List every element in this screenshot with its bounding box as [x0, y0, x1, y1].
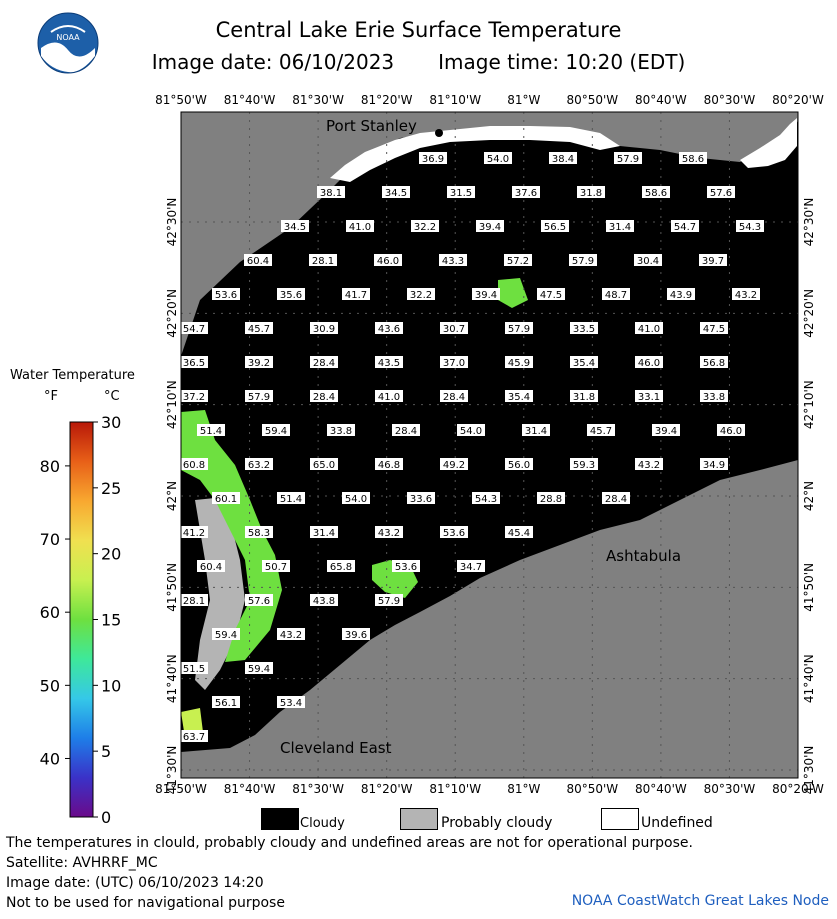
temp-reading: 48.7 [604, 290, 628, 301]
temp-reading: 43.2 [377, 528, 401, 539]
port-stanley-marker [435, 129, 443, 137]
temp-reading: 57.6 [709, 188, 733, 199]
lat-tick-label-right: 42°20'N [802, 288, 816, 338]
lon-tick-label-top: 80°20'W [772, 93, 824, 107]
lake-erie-map [180, 112, 798, 778]
lon-tick-label-bottom: 80°40'W [635, 782, 687, 796]
temp-reading: 59.3 [572, 460, 596, 471]
temp-reading: 54.0 [459, 426, 483, 437]
temp-reading: 54.7 [673, 222, 697, 233]
lon-tick-label-bottom: 81°30'W [292, 782, 344, 796]
key-cloudy-label: Cloudy [300, 816, 345, 831]
temp-reading: 33.5 [572, 324, 596, 335]
legend-f-label: 40 [39, 749, 60, 769]
footer-utc-date: Image date: (UTC) 06/10/2023 14:20 [6, 875, 264, 891]
temp-reading: 36.9 [421, 154, 445, 165]
temp-reading: 30.7 [442, 324, 466, 335]
lon-tick-label-top: 80°50'W [566, 93, 619, 107]
lon-tick-label-top: 81°20'W [360, 93, 413, 107]
legend-color-bar [70, 422, 93, 817]
temp-reading: 36.5 [182, 358, 206, 369]
temp-reading: 37.2 [182, 392, 206, 403]
temp-reading: 31.4 [312, 528, 336, 539]
temp-reading: 28.1 [182, 596, 206, 607]
temp-reading: 59.4 [247, 664, 271, 675]
lon-tick-label-top: 80°30'W [703, 93, 756, 107]
temp-reading: 39.4 [654, 426, 678, 437]
lat-tick-label-left: 41°40'N [165, 654, 179, 704]
temp-reading: 28.4 [312, 358, 336, 369]
key-undefined-label: Undefined [641, 815, 713, 831]
legend-c-label: 15 [101, 610, 122, 630]
temp-reading: 46.0 [719, 426, 743, 437]
temp-reading: 46.8 [377, 460, 401, 471]
temp-reading: 41.0 [377, 392, 401, 403]
temp-reading: 45.7 [247, 324, 271, 335]
lon-tick-label-top: 81°50'W [155, 93, 207, 107]
lat-tick-label-right: 42°10'N [802, 380, 816, 430]
temp-reading: 51.5 [182, 664, 206, 675]
legend-f-label: 80 [39, 456, 60, 476]
temp-reading: 28.1 [311, 256, 335, 267]
temp-reading: 34.5 [384, 188, 408, 199]
lon-tick-label-bottom: 81°10'W [429, 782, 482, 796]
temp-reading: 49.2 [442, 460, 466, 471]
temp-reading: 43.6 [377, 324, 401, 335]
temp-reading: 57.9 [507, 324, 531, 335]
temp-reading: 57.9 [571, 256, 595, 267]
temp-reading: 51.4 [199, 426, 223, 437]
temp-reading: 57.6 [247, 596, 271, 607]
temp-reading: 63.2 [247, 460, 271, 471]
temp-reading: 43.5 [377, 358, 401, 369]
temp-reading: 34.5 [283, 222, 307, 233]
legend-title: Water Temperature [10, 368, 135, 383]
temp-reading: 33.8 [329, 426, 353, 437]
temp-reading: 43.2 [279, 630, 303, 641]
image-time: Image time: 10:20 (EDT) [438, 50, 686, 74]
temp-reading: 28.4 [312, 392, 336, 403]
temp-reading: 58.6 [681, 154, 705, 165]
temp-reading: 60.4 [199, 562, 223, 573]
lon-tick-label-top: 81°40'W [223, 93, 276, 107]
temp-reading: 31.8 [579, 188, 603, 199]
temp-reading: 35.4 [572, 358, 596, 369]
temp-reading: 31.8 [572, 392, 596, 403]
temp-reading: 54.3 [738, 222, 762, 233]
temp-reading: 53.4 [279, 698, 303, 709]
lon-axis-bottom [155, 782, 824, 796]
temp-reading: 32.2 [413, 222, 437, 233]
temp-reading: 45.4 [507, 528, 531, 539]
temp-reading: 53.6 [394, 562, 418, 573]
temp-reading: 41.0 [348, 222, 372, 233]
temp-reading: 58.6 [644, 188, 668, 199]
temp-reading: 54.0 [344, 494, 368, 505]
temp-reading: 50.7 [264, 562, 288, 573]
temp-reading: 46.0 [376, 256, 400, 267]
temp-reading: 59.4 [214, 630, 238, 641]
footer-note: The temperatures in clould, probably cloudy and undefined areas are not for operational purpose. [6, 835, 693, 851]
temp-reading: 65.8 [329, 562, 353, 573]
temp-reading: 32.2 [409, 290, 433, 301]
legend-f-label: 60 [39, 603, 60, 623]
temp-reading: 59.4 [264, 426, 288, 437]
temp-reading: 65.0 [312, 460, 336, 471]
temp-reading: 46.0 [637, 358, 661, 369]
legend-c-label: 0 [101, 808, 112, 827]
lon-tick-label-bottom: 80°30'W [703, 782, 756, 796]
legend-c-label: 20 [101, 544, 122, 564]
key-probably-cloudy-swatch [400, 808, 438, 830]
temp-reading: 41.0 [637, 324, 661, 335]
lat-tick-label-right: 42°30'N [802, 197, 816, 247]
legend-f-label: 70 [39, 530, 60, 550]
lon-tick-label-bottom: 81°40'W [223, 782, 276, 796]
lat-tick-label-left: 42°20'N [165, 288, 179, 338]
lon-tick-label-bottom: 81°50'W [155, 782, 207, 796]
temp-reading: 56.0 [507, 460, 531, 471]
temp-reading: 58.3 [247, 528, 271, 539]
temp-reading: 53.6 [442, 528, 466, 539]
temp-reading: 47.5 [539, 290, 563, 301]
key-probably-cloudy-label: Probably cloudy [441, 815, 553, 831]
temp-reading: 33.1 [637, 392, 661, 403]
place-label-port-stanley: Port Stanley [326, 117, 417, 135]
lon-axis-top [155, 93, 824, 107]
temp-reading: 43.2 [734, 290, 758, 301]
legend-c-label: 30 [101, 413, 122, 432]
footer-nav-warning: Not to be used for navigational purpose [6, 895, 285, 911]
temp-reading: 56.5 [543, 222, 567, 233]
temp-reading: 37.0 [442, 358, 466, 369]
image-date: Image date: 06/10/2023 [151, 50, 395, 74]
temp-reading: 39.6 [344, 630, 368, 641]
lon-tick-label-bottom: 81°20'W [360, 782, 413, 796]
temp-reading: 39.4 [474, 290, 498, 301]
temp-reading: 35.6 [279, 290, 303, 301]
lat-tick-label-right: 41°40'N [802, 654, 816, 704]
temp-reading: 57.9 [377, 596, 401, 607]
lon-tick-label-bottom: 80°50'W [566, 782, 619, 796]
lat-tick-label-left: 42°10'N [165, 380, 179, 430]
lon-tick-label-top: 81°10'W [429, 93, 482, 107]
key-cloudy-swatch [261, 808, 299, 830]
temp-reading: 60.1 [214, 494, 238, 505]
temp-reading: 31.5 [449, 188, 473, 199]
temp-reading: 38.1 [319, 188, 343, 199]
temp-reading: 34.7 [459, 562, 483, 573]
legend-c-label: 5 [101, 742, 112, 762]
temp-reading: 57.2 [506, 256, 530, 267]
temp-reading: 30.9 [312, 324, 336, 335]
lat-tick-label-right: 42°N [802, 480, 816, 512]
temp-reading: 60.8 [182, 460, 206, 471]
temp-reading: 39.2 [247, 358, 271, 369]
temp-reading: 56.1 [214, 698, 238, 709]
temp-reading: 43.2 [637, 460, 661, 471]
legend-f-label: 50 [39, 676, 60, 696]
temp-reading: 57.9 [616, 154, 640, 165]
temp-reading: 57.9 [247, 392, 271, 403]
lon-tick-label-top: 80°40'W [635, 93, 687, 107]
temp-reading: 51.4 [279, 494, 303, 505]
key-undefined-swatch [601, 808, 639, 830]
legend-unit-c: °C [104, 389, 120, 404]
temp-reading: 35.4 [507, 392, 531, 403]
footer-credit: NOAA CoastWatch Great Lakes Node [571, 893, 829, 909]
temp-reading: 43.3 [441, 256, 465, 267]
temp-reading: 30.4 [636, 256, 660, 267]
lat-tick-label-left: 41°30'N [165, 745, 179, 795]
temp-reading: 60.4 [246, 256, 270, 267]
temp-reading: 54.7 [182, 324, 206, 335]
temp-reading: 31.4 [524, 426, 548, 437]
temp-reading: 28.8 [539, 494, 563, 505]
lat-tick-label-left: 41°50'N [165, 562, 179, 612]
temp-reading: 56.8 [702, 358, 726, 369]
lat-axis-left [165, 198, 179, 795]
lon-tick-label-top: 81°30'W [292, 93, 344, 107]
lat-tick-label-left: 42°30'N [165, 197, 179, 247]
temp-reading: 43.9 [669, 290, 693, 301]
footer-satellite: Satellite: AVHRRF_MC [6, 855, 158, 871]
temp-reading: 33.6 [409, 494, 433, 505]
lat-axis-right [802, 198, 816, 795]
lat-tick-label-right: 41°50'N [802, 562, 816, 612]
lon-tick-label-bottom: 81°W [507, 782, 541, 796]
temp-reading: 53.6 [214, 290, 238, 301]
place-label-cleveland-east: Cleveland East [280, 739, 392, 757]
temp-reading: 41.7 [344, 290, 368, 301]
temp-reading: 43.8 [312, 596, 336, 607]
page-title: Central Lake Erie Surface Temperature [215, 18, 622, 42]
lon-tick-label-bottom: 80°20'W [772, 782, 824, 796]
temp-reading: 63.7 [182, 732, 206, 743]
lat-tick-label-left: 42°N [165, 480, 179, 512]
place-label-ashtabula: Ashtabula [606, 547, 682, 565]
temp-reading: 39.7 [701, 256, 725, 267]
lon-tick-label-top: 81°W [507, 93, 541, 107]
lat-tick-label-right: 41°30'N [802, 745, 816, 795]
noaa-logo-text: NOAA [56, 33, 80, 42]
legend-c-label: 25 [101, 478, 122, 498]
temp-reading: 34.9 [702, 460, 726, 471]
legend-c-label: 10 [101, 676, 122, 696]
temp-reading: 28.4 [604, 494, 628, 505]
temp-reading: 54.3 [474, 494, 498, 505]
temp-reading: 45.9 [507, 358, 531, 369]
legend-unit-f: °F [44, 389, 58, 404]
temp-reading: 45.7 [589, 426, 613, 437]
temp-reading: 39.4 [478, 222, 502, 233]
temp-reading: 31.4 [608, 222, 632, 233]
temp-reading: 33.8 [702, 392, 726, 403]
temp-reading: 37.6 [514, 188, 538, 199]
temp-reading: 47.5 [702, 324, 726, 335]
temp-reading: 41.2 [182, 528, 206, 539]
temp-reading: 38.4 [551, 154, 575, 165]
temp-reading: 54.0 [486, 154, 510, 165]
temp-reading: 28.4 [442, 392, 466, 403]
temp-reading: 28.4 [394, 426, 418, 437]
